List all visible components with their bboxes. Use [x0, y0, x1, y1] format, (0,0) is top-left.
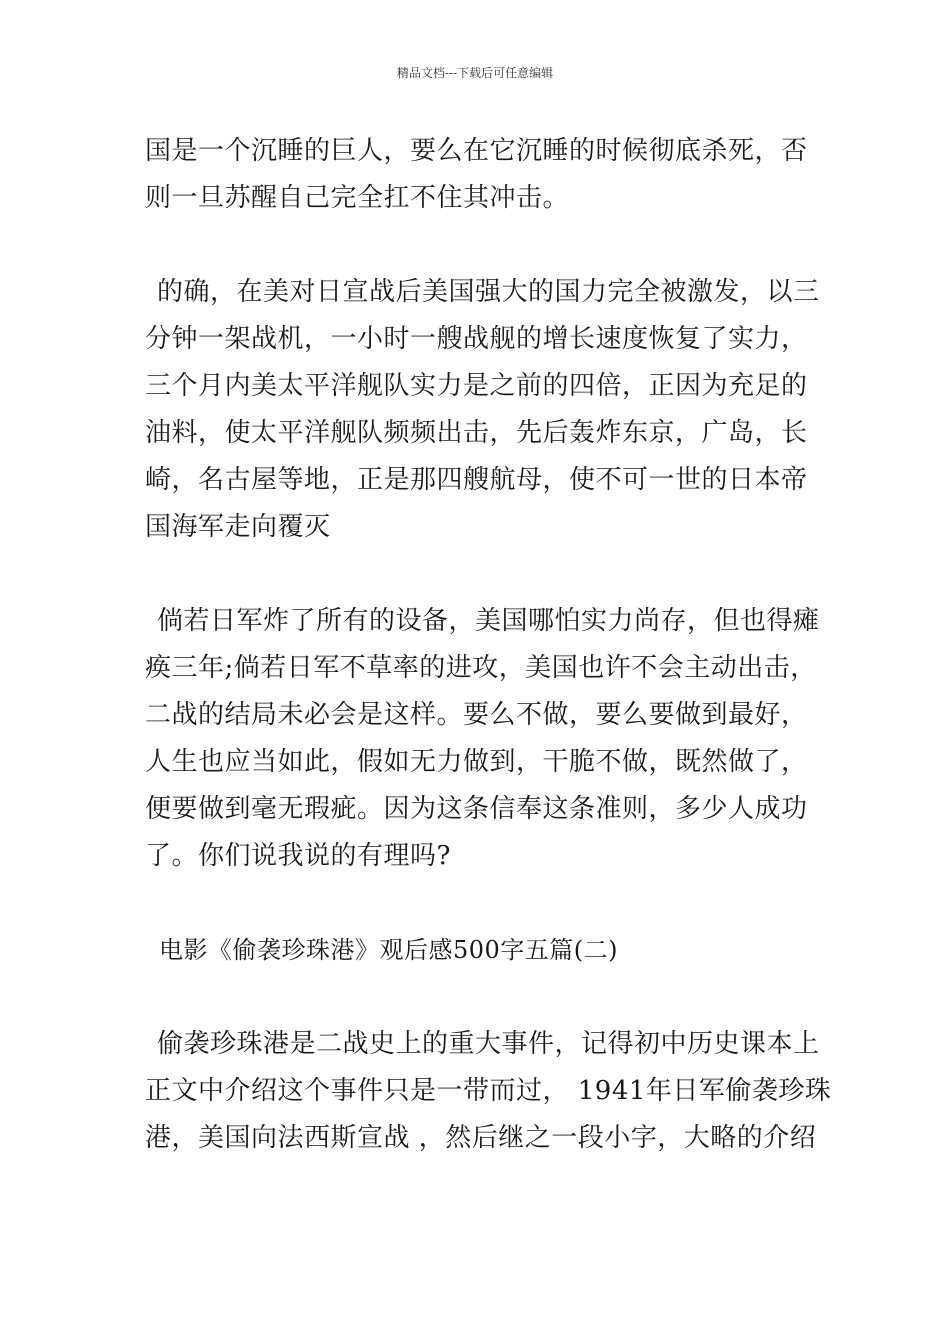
paragraph-gap — [145, 222, 809, 269]
paragraph-line: 正文中介绍这个事件只是一带而过， 1941年日军偷袭珍珠 — [145, 1076, 832, 1106]
paragraph-3 — [145, 598, 820, 880]
page-header: 精品文档---下载后可任意编辑 — [396, 66, 554, 80]
paragraph-line: 则一旦苏醒自己完全扛不住其冲击。 — [145, 183, 570, 213]
paragraph-2 — [145, 269, 820, 551]
document-body — [145, 128, 832, 1162]
paragraph-line: 油料，使太平洋舰队频频出击，先后轰炸东京，广岛，长 — [145, 418, 808, 448]
paragraph-line: 崎，名古屋等地，正是那四艘航母，使不可一世的日本帝 — [145, 465, 808, 495]
paragraph-gap — [145, 551, 809, 598]
paragraph-line: 的确，在美对日宣战后美国强大的国力完全被激发，以三 — [157, 277, 820, 307]
paragraph-line: 了。你们说我说的有理吗? — [145, 841, 451, 871]
paragraph-1 — [145, 128, 809, 222]
paragraph-line: 国是一个沉睡的巨人，要么在它沉睡的时候彻底杀死，否 — [145, 136, 808, 166]
paragraph-line: 倘若日军炸了所有的设备，美国哪怕实力尚存，但也得瘫 — [157, 606, 820, 636]
paragraph-line: 分钟一架战机，一小时一艘战舰的增长速度恢复了实力， — [145, 324, 808, 354]
paragraph-line: 国海军走向覆灭 — [145, 512, 331, 542]
paragraph-line: 便要做到毫无瑕疵。因为这条信奉这条准则，多少人成功 — [145, 794, 808, 824]
paragraph-4 — [145, 1021, 832, 1162]
paragraph-gap — [145, 880, 809, 927]
paragraph-line: 二战的结局未必会是这样。要么不做，要么要做到最好， — [145, 700, 808, 730]
paragraph-gap — [145, 974, 809, 1021]
paragraph-line: 痪三年;倘若日军不草率的进攻，美国也许不会主动出击， — [145, 653, 817, 683]
paragraph-line: 人生也应当如此，假如无力做到，干脆不做，既然做了， — [145, 747, 808, 777]
section-heading: 电影《偷袭珍珠港》观后感500字五篇(二) — [159, 936, 619, 964]
paragraph-line: 港，美国向法西斯宣战 ，然后继之一段小字，大略的介绍 — [145, 1123, 817, 1153]
paragraph-line: 偷袭珍珠港是二战史上的重大事件，记得初中历史课本上 — [157, 1029, 820, 1059]
paragraph-line: 三个月内美太平洋舰队实力是之前的四倍，正因为充足的 — [145, 371, 808, 401]
